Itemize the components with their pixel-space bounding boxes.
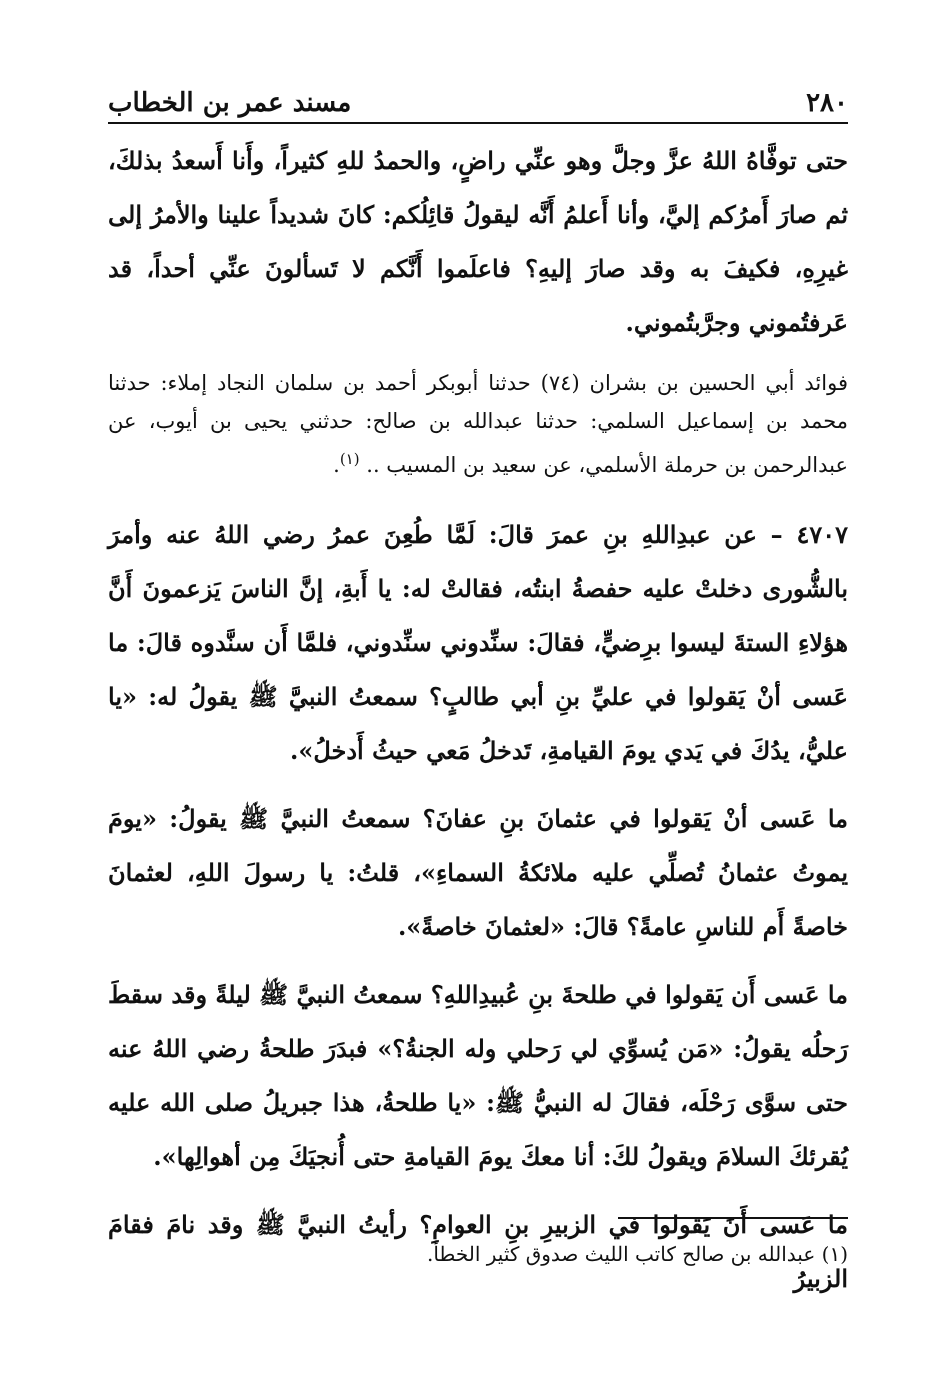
source-paragraph: فوائد أبي الحسين بن بشران (٧٤) حدثنا أبوبكر أحمد بن سلمان النجاد إملاء: حدثنا محمد بن إسماعيل السلمي: حدثنا عبدالله بن صالح: حدثني يحيى بن أيوب، عن عبدالرحمن بن حرملة الأسلمي، عن سعيد بن المسيب .. $^{(١)}$.	[108, 371, 848, 477]
hadith-paragraph: ٤٧٠٧ – عن عبدِاللهِ بنِ عمرَ قالَ: لَمَّا طُعِنَ عمرُ رضي اللهُ عنه وأمرَ بالشُّورى دخلتْ عليه حفصةُ ابنتُه، فقالتْ له: يا أَبةِ، إنَّ الناسَ يَزعمونَ أَنَّ هؤلاءِ الستةَ ليسوا برِضيٍّ، فقالَ: سنِّدوني سنِّدوني، فلمَّا أَن سنَّدوه قالَ: ما عَسى أنْ يَقولوا في عليِّ بنِ أبي طالبٍ؟ سمعتُ النبيَّ ﷺ يقولُ له: «يا عليُّ، يدُكَ في يَدي يومَ القيامةِ، تَدخلُ مَعي حيثُ أَدخلُ».	[108, 520, 848, 765]
paragraph: ما عَسى أنْ يَقولوا في عثمانَ بنِ عفانَ؟ سمعتُ النبيَّ ﷺ يقولُ: «يومَ يموتُ عثمانُ تُصلِّي عليه ملائكةُ السماءِ»، قلتُ: يا رسولَ اللهِ، لعثمانَ خاصةً أَم للناسِ عامةً؟ قالَ: «لعثمانَ خاصةً».	[108, 804, 848, 941]
paragraph: ما عَسى أَنَ يَقولوا في الزبيرِ بنِ العوامِ؟ رأيتُ النبيَّ ﷺ وقد نامَ فقامَ الزبيرُ	[108, 1210, 848, 1293]
running-head	[108, 78, 848, 124]
body-text	[108, 134, 848, 1306]
paragraph: ما عَسى أَن يَقولوا في طلحةَ بنِ عُبيدِاللهِ؟ سمعتُ النبيَّ ﷺ ليلةً وقد سقطَ رَحلُه يقولُ: «مَن يُسوِّي لي رَحلي وله الجنةُ؟» فبدَرَ طلحةُ رضي اللهُ عنه حتى سوَّى رَحْلَه، فقالَ له النبيُّ ﷺ: «يا طلحةُ، هذا جبريلُ صلى الله عليه يُقرئكَ السلامَ ويقولُ لكَ: أنا معكَ يومَ القيامةِ حتى أُنجيَكَ مِن أهوالِها».	[108, 980, 848, 1171]
book-title: مسند عمر بن الخطاب	[108, 88, 352, 118]
footnote-divider	[618, 1217, 848, 1219]
page	[108, 78, 848, 1320]
footnote: (١) عبدالله بن صالح كاتب الليث صدوق كثير الخطأ.	[426, 1242, 848, 1266]
page-number: ٢٨٠	[806, 88, 848, 118]
source-text: فوائد أبي الحسين بن بشران (٧٤) حدثنا أبوبكر أحمد بن سلمان النجاد إملاء: حدثنا محمد بن إسماعيل السلمي: حدثنا عبدالله بن صالح: حدثني يحيى بن أيوب، عن عبدالرحمن بن حرملة الأسلمي، عن سعيد بن المسيب ..	[108, 371, 848, 477]
paragraph: حتى توفَّاهُ اللهُ عزَّ وجلَّ وهو عنِّي راضٍ، والحمدُ للهِ كثيراً، وأَنا أَسعدُ بذلكَ، ثم صارَ أَمرُكم إليَّ، وأنا أَعلمُ أَنَّه ليقولُ قائِلُكم: كانَ شديداً علينا والأمرُ إلى غيرِهِ، فكيفَ به وقد صارَ إليهِ؟ فاعلَموا أَنَّكم لا تَسألونَ عنِّي أحداً، قد عَرفتُموني وجرَّبتُموني.	[108, 146, 848, 337]
footnote-ref: (١)	[339, 450, 360, 468]
